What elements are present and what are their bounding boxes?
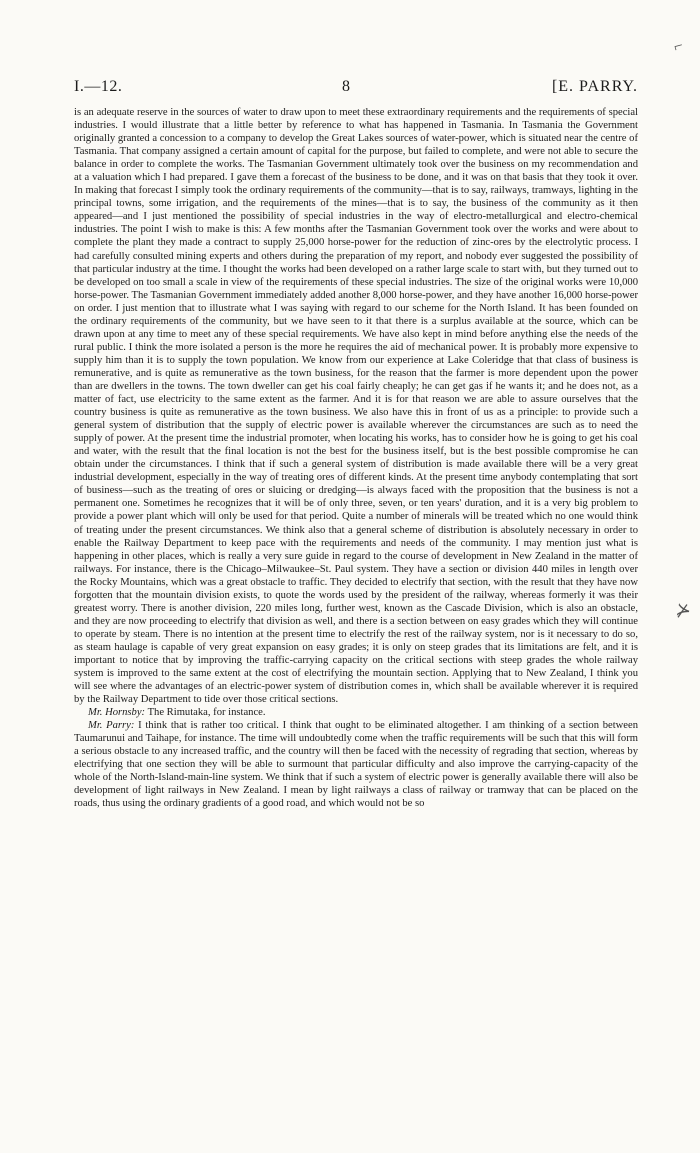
- dialogue-paragraph: [74, 719, 638, 810]
- speaker-reference: [E. PARRY.: [551, 78, 638, 95]
- margin-pencil-mark: ⊁: [674, 598, 693, 622]
- dialogue-paragraph: [74, 706, 638, 719]
- page-number: 8: [342, 78, 350, 95]
- page-header: [74, 78, 638, 100]
- document-reference: I.—12.: [74, 78, 123, 95]
- document-body: [74, 106, 638, 811]
- speaker-name: Mr. Hornsby:: [88, 707, 146, 719]
- body-paragraph: is an adequate reserve in the sources of water to draw upon to meet these extraordinary requirements and the requirements of special industries. I would illustrate that a little better by reference to what has happened in Tasmania. In Tasmania the Government originally granted a concession to a company to develop the Great Lakes sources of water-power, which is situated near the centre of Tasmania. That company assigned a certain amount of capital for the purpose, but failed to complete, and were not able to secure the balance in order to complete the works. The Tasmanian Government ultimately took over the business on my recommendation and at a valuation which I had prepared. I gave them a forecast of the business to be done, and it was on that basis that they took it over. In making that forecast I simply took the ordinary requirements of the community—that is to say, railways, tramways, lighting in the principal towns, some irrigation, and the requirements of the mines—that is to say, the business of the community as it then appeared—and I just mentioned the possibility of special industries in the way of electro-metallurgical and electro-chemical industries. The point I wish to make is this: A few months after the Tasmanian Government took over the works and were about to complete the plant they made a contract to supply 25,000 horse-power for the reduction of zinc-ores by the electrolytic process. I had carefully consulted mining experts and others during the preparation of my report, and nobody ever suggested the possibility of that particular industry at the time. I thought the works had been developed on a rather large scale to start with, but they turned out to be developed on too small a scale in view of the requirements of these special industries. The size of the original works were 10,000 horse-power. The Tasmanian Government immediately added another 8,000 horse-power, and they have another 16,000 horse-power on order. I just mention that to illustrate what I was saying with regard to our scheme for the North Island. It has been founded on the ordinary requirements of the community, but we have seen to it that there is a surplus available at the source, which can be drawn upon at any time to meet any of these special requirements. We have also kept in mind before anything else the needs of the rural public. I think the more isolated a person is the more he requires the aid of mechanical power. It is probably more expensive to supply him than it is to supply the town population. We know from our experience at Lake Coleridge that that class of business is remunerative, and is quite as remunerative as the town business, for the reason that the farmer is more dependent upon the power than are dwellers in the towns. The town dweller can get his coal fairly cheaply; he can get gas if he wants it; and he does not, as a matter of fact, use electricity to the same extent as the farmer. And it is for that reason we are able to assure ourselves that the country business is quite as remunerative as the town business. We also have this in front of us as a principle: to provide such a general system of distribution that the supply of electric power is available wherever the circumstances are such as to need the supply of power. At the present time the industrial promoter, when locating his works, has to consider how he is going to get his coal and water, with the result that the final location is not the best for the business itself, but is the best possible compromise he can obtain under the circumstances. I think that if such a general system of distribution is made available there will be a very great industrial development, especially in the way of treating ores of different kinds. At the present time anybody contemplating that sort of business—such as the treating of ores or sluicing or dredging—is always faced with the proposition that the business is not a permanent one. Sometimes he recognizes that it will be of only three, seven, or ten years' duration, and it is a very big problem to provide a power plant which will only be used for that period. Quite a number of minerals will be treated which no one would think of treating under the present circumstances. We think also that a general scheme of distribution is absolutely necessary in order to enable the Railway Department to keep pace with the requirements and needs of the community. I may mention just what is happening in other places, which is really a very sure guide in regard to the course of development in New Zealand in the matter of railways. For instance, there is the Chicago–Milwaukee–St. Paul system. They have a section or division 440 miles in length over the Rocky Mountains, which was a great obstacle to traffic. They decided to electrify that section, with the result that they have now forgotten that the mountain division exists, to quote the words used by the president of the railway, whereas formerly it was their greatest worry. There is another division, 220 miles long, further west, known as the Cascade Division, which is also an obstacle, and they are now proceeding to electrify that division as well, and there is a section between on easy grades which they will continue to operate by steam. There is no intention at the present time to electrify the rest of the railway system, nor is it necessary to do so, as steam haulage is capable of very great expansion on easy grades; it is only on steep grades that its limitations are felt, and it is important to notice that by improving the traffic-carrying capacity on the critical sections with steep grades the whole railway system is improved to the same extent at the cost of electrifying the mountain section. Applying that to New Zealand, I think you will see where the advantages of an electric-power system of distribution comes in, which shall be available wherever it is required by the Railway Department to tide over those critical sections.: [74, 107, 638, 706]
- dialogue-text: The Rimutaka, for instance.: [147, 707, 266, 719]
- margin-pencil-mark: ⌐: [671, 37, 685, 56]
- dialogue-text: I think that is rather too critical. I think that ought to be eliminated altogether. I am thinking of a section between Taumarunui and Taihape, for instance. The time will undoubtedly come when the traffic requirements will be such that this will form a serious obstacle to any increased traffic, and the country will then be faced with the necessity of regrading that section, whereas by electrifying that one section they will be able to surmount that particular difficulty and also improve the carrying-capacity of the whole of the North-Island-main-line system. We think that if such a system of electric power is generally available there will also be development of light railways in New Zealand. I mean by light railways a class of railway or tramway that can be placed on the roads, thus using the ordinary gradients of a good road, and which would not be so: [74, 720, 639, 810]
- speaker-name: Mr. Parry:: [88, 720, 135, 732]
